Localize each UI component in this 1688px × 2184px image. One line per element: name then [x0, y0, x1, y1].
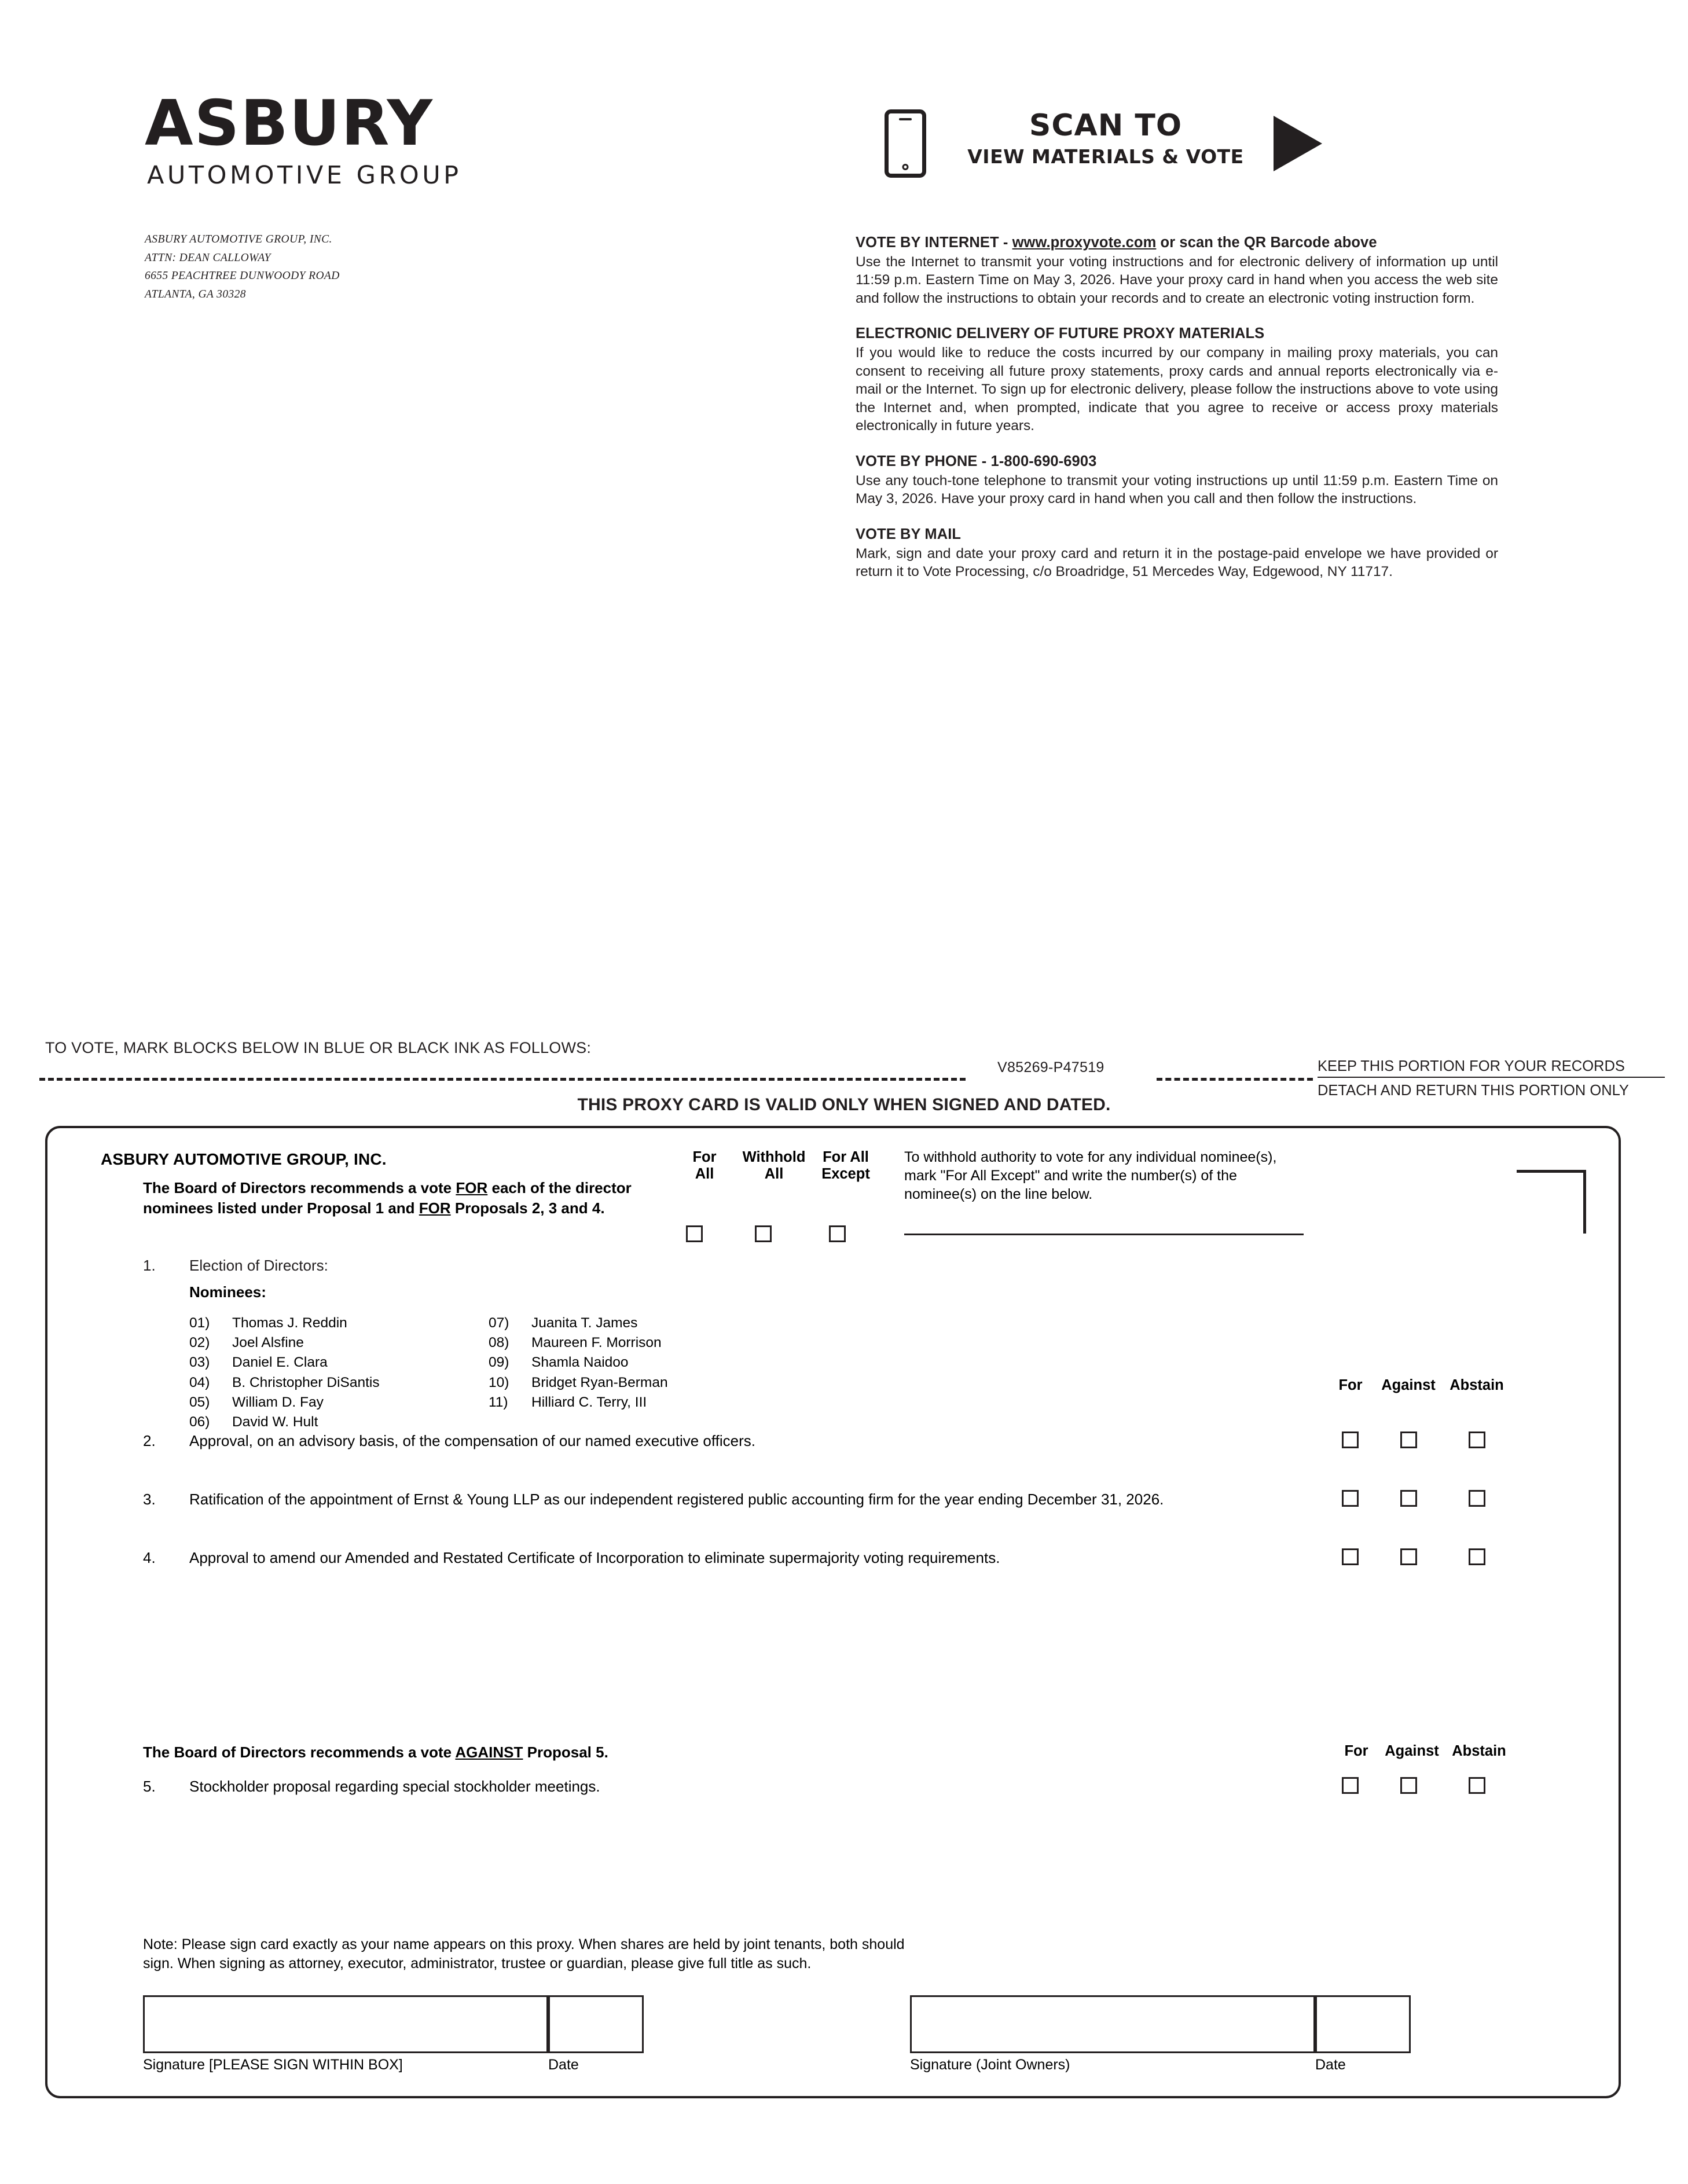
- instruction-heading-edelivery: ELECTRONIC DELIVERY OF FUTURE PROXY MATERIALS: [856, 325, 1265, 342]
- dashed-line-left: [39, 1078, 966, 1081]
- proposal-1-number: 1.: [143, 1257, 156, 1274]
- company-logo: [145, 87, 562, 190]
- detach-row: [39, 1058, 1654, 1100]
- signature-label-joint: Signature (Joint Owners): [910, 2057, 1070, 2073]
- address-line-2: ATTN: DEAN CALLOWAY: [145, 251, 271, 264]
- proxyvote-link[interactable]: www.proxyvote.com: [1012, 234, 1157, 251]
- nominee-name: William D. Fay: [232, 1394, 324, 1410]
- proposal-5-number: 5.: [143, 1778, 156, 1795]
- nominee-index: 06): [189, 1414, 210, 1430]
- except-line1: For All: [823, 1149, 869, 1165]
- internet-heading-prefix: VOTE BY INTERNET -: [856, 234, 1012, 251]
- nominee-index: 08): [489, 1335, 509, 1351]
- nominee-index: 01): [189, 1315, 210, 1331]
- checkbox-withhold-all[interactable]: [755, 1225, 772, 1242]
- logo-wordmark: ASBURY: [145, 87, 434, 160]
- nominee-exception-input[interactable]: [904, 1234, 1304, 1235]
- mark-blocks-instruction: TO VOTE, MARK BLOCKS BELOW IN BLUE OR BLACK INK AS FOLLOWS:: [45, 1039, 592, 1056]
- list-item: [189, 1353, 461, 1372]
- validity-note: THIS PROXY CARD IS VALID ONLY WHEN SIGNED AND DATED.: [577, 1095, 1111, 1114]
- list-item: [489, 1313, 761, 1333]
- signature-field-joint[interactable]: [910, 1995, 1315, 2053]
- column-header-withhold-all: [736, 1149, 812, 1183]
- checkbox-proposal-5-for[interactable]: [1342, 1777, 1359, 1794]
- nominee-index: 09): [489, 1355, 509, 1371]
- nominee-name: Joel Alsfine: [232, 1335, 304, 1351]
- mobile-phone-icon: [885, 109, 926, 178]
- instruction-heading-internet: [856, 234, 1498, 251]
- nominee-name: Thomas J. Reddin: [232, 1315, 347, 1331]
- for-all-line1: For: [692, 1149, 717, 1165]
- nominees-label: Nominees:: [189, 1283, 266, 1301]
- nominee-index: 07): [489, 1315, 509, 1331]
- scan-to-text: [949, 108, 1262, 168]
- nominee-index: 10): [489, 1374, 509, 1390]
- dashed-line-right: [1157, 1078, 1313, 1081]
- list-item: [189, 1393, 461, 1412]
- list-item: [489, 1373, 761, 1393]
- nominee-name: Juanita T. James: [531, 1315, 638, 1331]
- proposal-2-text: Approval, on an advisory basis, of the compensation of our named executive officers.: [189, 1432, 755, 1449]
- address-line-3: 6655 PEACHTREE DUNWOODY ROAD: [145, 270, 340, 282]
- mailing-address: [145, 230, 340, 303]
- list-item: [189, 1333, 461, 1353]
- checkbox-proposal-2-for[interactable]: [1342, 1431, 1359, 1448]
- list-item: [189, 1373, 461, 1393]
- except-line2: Except: [821, 1166, 870, 1183]
- vote-header-abstain-2: Abstain: [1452, 1743, 1506, 1759]
- proposal-3-text: Ratification of the appointment of Ernst & Young LLP as our independent registered public accounting firm for the year ending December 31, 2026.: [189, 1491, 1164, 1508]
- nominee-index: 02): [189, 1335, 210, 1351]
- instruction-body-phone: Use any touch-tone telephone to transmit your voting instructions up until 11:59 p.m. Eastern Time on May 3, 2026. Have your proxy card in hand when you call and then follow the instructions.: [856, 472, 1498, 507]
- date-label-primary: Date: [548, 2057, 579, 2073]
- ballot-company-name: ASBURY AUTOMOTIVE GROUP, INC.: [101, 1150, 387, 1168]
- control-number: V85269-P47519: [997, 1059, 1104, 1076]
- checkbox-proposal-3-abstain[interactable]: [1469, 1490, 1485, 1507]
- date-field-joint[interactable]: [1315, 1995, 1411, 2053]
- nominee-name: Daniel E. Clara: [232, 1355, 328, 1371]
- nominee-name: Bridget Ryan-Berman: [531, 1374, 668, 1390]
- signature-label-primary: Signature [PLEASE SIGN WITHIN BOX]: [143, 2057, 403, 2073]
- nominee-name: Hilliard C. Terry, III: [531, 1394, 647, 1410]
- list-item: [489, 1333, 761, 1353]
- nominee-name: Maureen F. Morrison: [531, 1335, 662, 1351]
- nominee-name: Shamla Naidoo: [531, 1355, 629, 1371]
- proposal-2-number: 2.: [143, 1432, 156, 1449]
- nominee-column-left: [189, 1313, 461, 1432]
- voting-instructions: [856, 234, 1498, 581]
- column-header-for-all: [678, 1149, 731, 1183]
- instruction-body-edelivery: If you would like to reduce the costs incurred by our company in mailing proxy materials, you can consent to receiving all future proxy statements, proxy cards and annual reports electronically via e-mail or the Internet. To sign up for electronic delivery, please follow the instructions above to vote using the Internet and, when prompted, indicate that you agree to receive or access proxy materials electronically in future years.: [856, 345, 1498, 434]
- board-recommendation-for: The Board of Directors recommends a vote FOR each of the director nominees listed under Proposal 1 and FOR Proposals 2, 3 and 4.: [143, 1179, 632, 1217]
- checkbox-proposal-2-abstain[interactable]: [1469, 1431, 1485, 1448]
- instruction-heading-mail: VOTE BY MAIL: [856, 526, 962, 542]
- proposal-3-number: 3.: [143, 1491, 156, 1508]
- instruction-heading-phone: VOTE BY PHONE - 1-800-690-6903: [856, 453, 1097, 469]
- checkbox-proposal-3-for[interactable]: [1342, 1490, 1359, 1507]
- checkbox-proposal-4-abstain[interactable]: [1469, 1548, 1485, 1565]
- withhold-line2: All: [764, 1166, 784, 1183]
- date-label-joint: Date: [1315, 2057, 1346, 2073]
- logo-subtitle: AUTOMOTIVE GROUP: [147, 161, 462, 190]
- nominee-index: 11): [489, 1394, 508, 1410]
- vote-header-for-2: For: [1344, 1743, 1368, 1759]
- checkbox-for-all[interactable]: [686, 1225, 703, 1242]
- checkbox-proposal-5-abstain[interactable]: [1469, 1777, 1485, 1794]
- board-recommendation-against: The Board of Directors recommends a vote AGAINST Proposal 5.: [143, 1743, 608, 1761]
- scan-to-vote-block: [885, 107, 1371, 182]
- internet-heading-suffix: or scan the QR Barcode above: [1156, 234, 1377, 251]
- ballot-container: [45, 1126, 1621, 2098]
- list-item: [489, 1393, 761, 1412]
- scan-to-title: SCAN TO: [1029, 108, 1183, 143]
- checkbox-proposal-2-against[interactable]: [1400, 1431, 1417, 1448]
- proposal-5-text: Stockholder proposal regarding special stockholder meetings.: [189, 1778, 600, 1795]
- vote-header-for-1: For: [1338, 1377, 1363, 1393]
- vote-header-against-1: Against: [1381, 1377, 1436, 1393]
- vote-header-abstain-1: Abstain: [1450, 1377, 1504, 1393]
- nominee-index: 04): [189, 1374, 210, 1390]
- checkbox-for-all-except[interactable]: [829, 1225, 846, 1242]
- instruction-body-mail: Mark, sign and date your proxy card and return it in the postage-paid envelope we have provided or return it to Vote Processing, c/o Broadridge, 51 Mercedes Way, Edgewood, NY 11717.: [856, 545, 1498, 580]
- nominee-index: 05): [189, 1394, 210, 1410]
- for-all-line2: All: [695, 1166, 714, 1183]
- signature-note: Note: Please sign card exactly as your name appears on this proxy. When shares are held by joint tenants, both should sign. When signing as attorney, executor, administrator, trustee or guardian, please give full title as such.: [143, 1936, 905, 1972]
- withhold-line1: Withhold: [742, 1149, 806, 1165]
- checkbox-proposal-4-against[interactable]: [1400, 1548, 1417, 1565]
- checkbox-proposal-4-for[interactable]: [1342, 1548, 1359, 1565]
- proposal-1-text: Election of Directors:: [189, 1257, 328, 1274]
- checkbox-proposal-5-against[interactable]: [1400, 1777, 1417, 1794]
- checkbox-proposal-3-against[interactable]: [1400, 1490, 1417, 1507]
- detach-portion-label: DETACH AND RETURN THIS PORTION ONLY: [1318, 1082, 1629, 1099]
- alignment-corner-mark: [1517, 1170, 1586, 1234]
- nominee-index: 03): [189, 1355, 210, 1371]
- nominee-name: David W. Hult: [232, 1414, 318, 1430]
- nominee-column-right: [489, 1313, 761, 1412]
- proposal-4-number: 4.: [143, 1549, 156, 1566]
- address-line-1: ASBURY AUTOMOTIVE GROUP, INC.: [145, 233, 332, 245]
- withhold-authority-note: To withhold authority to vote for any individual nominee(s), mark "For All Except" and write the number(s) of the nominee(s) on the line below.: [904, 1149, 1277, 1202]
- column-header-for-all-except: [812, 1149, 880, 1183]
- signature-field-primary[interactable]: [143, 1995, 548, 2053]
- vote-header-against-2: Against: [1385, 1743, 1439, 1759]
- nominee-name: B. Christopher DiSantis: [232, 1374, 380, 1390]
- list-item: [189, 1313, 461, 1333]
- proposal-4-text: Approval to amend our Amended and Restated Certificate of Incorporation to eliminate supermajority voting requirements.: [189, 1549, 1000, 1566]
- keep-portion-label: KEEP THIS PORTION FOR YOUR RECORDS: [1318, 1058, 1665, 1078]
- list-item: [489, 1353, 761, 1372]
- address-line-4: ATLANTA, GA 30328: [145, 288, 246, 300]
- instruction-body-internet: Use the Internet to transmit your voting instructions and for electronic delivery of information up until 11:59 p.m. Eastern Time on May 3, 2026. Have your proxy card in hand when you access the web site and follow the instructions to obtain your records and to create an electronic voting instruction form.: [856, 254, 1498, 306]
- date-field-primary[interactable]: [548, 1995, 644, 2053]
- list-item: [189, 1412, 461, 1432]
- scan-to-subtitle: VIEW MATERIALS & VOTE: [967, 145, 1244, 168]
- play-triangle-icon: [1274, 116, 1322, 171]
